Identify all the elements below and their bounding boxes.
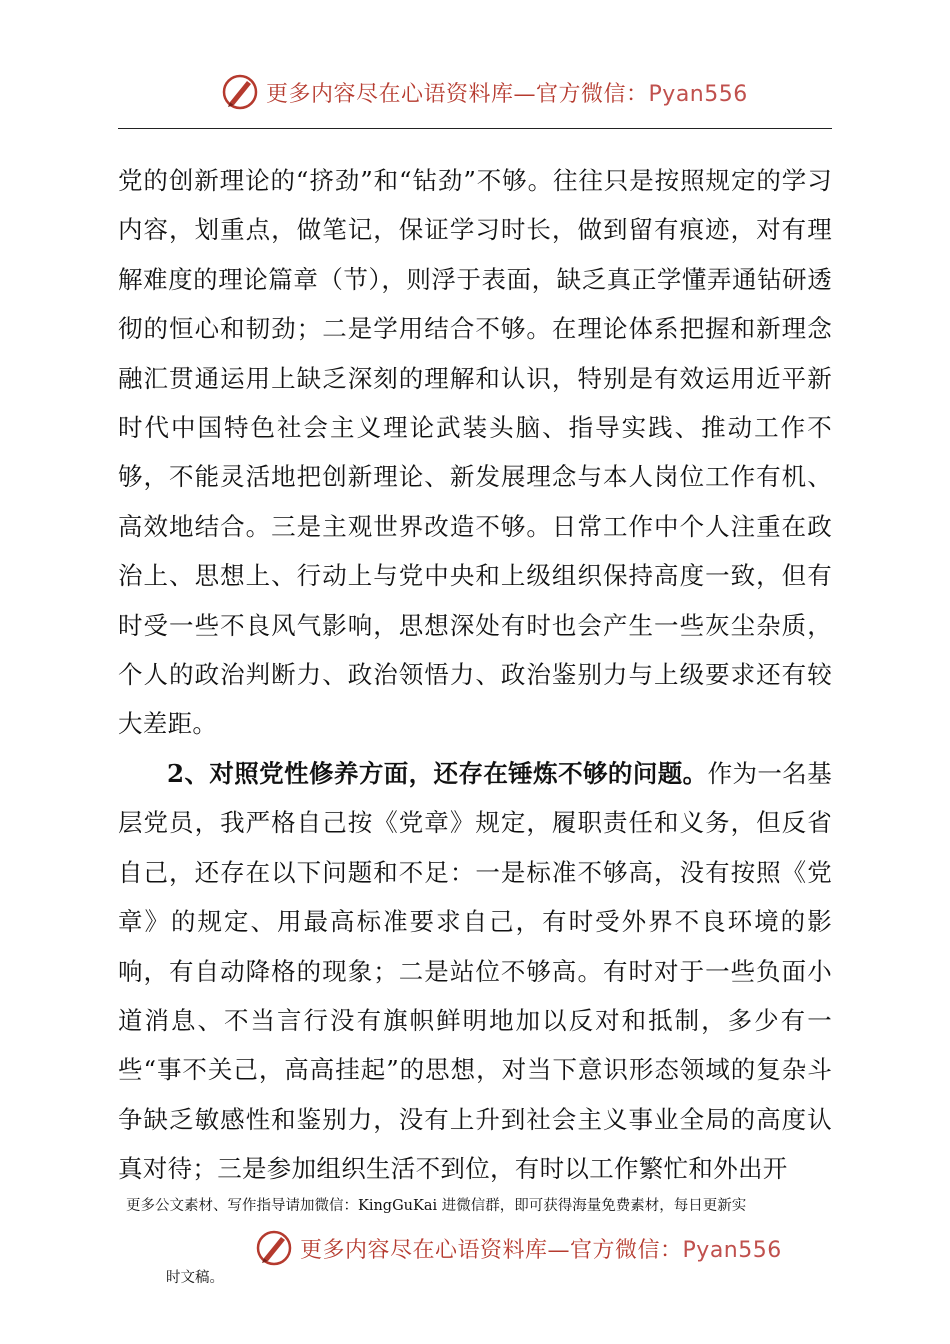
footer-banner-main: 更多内容尽在心语资料库 (300, 1237, 548, 1263)
header-banner-dash: — (513, 81, 537, 107)
paragraph-1: 党的创新理论的“挤劲”和“钻劲”不够。往往只是按照规定的学习内容，划重点，做笔记，保证学习时长，做到留有痕迹，对有理解难度的理论篇章（节），则浮于表面，缺乏真正学懂弄通钻研透彻的恒心和韧劲；二是学用结合不够。在理论体系把握和新理念融汇贯通运用上缺乏深刻的理解和认识，特别是有效运用近平新时代中国特色社会主义理论武装头脑、指导实践、推动工作不够，不能灵活地把创新理论、新发展理念与本人岗位工作有机、高效地结合。三是主观世界改造不够。日常工作中个人注重在政治上、思想上、行动上与党中央和上级组织保持高度一致，但有时受一些不良风气影响，思想深处有时也会产生一些灰尘杂质，个人的政治判断力、政治领悟力、政治鉴别力与上级要求还有较大差距。 (118, 166, 832, 739)
document-body (118, 156, 832, 1194)
paragraph-2-heading: 2、对照党性修养方面，还存在锤炼不够的问题。 (167, 758, 708, 788)
footer-banner-text (300, 1233, 782, 1264)
footer-note: 更多公文素材、写作指导请加微信：KingGuKai 进微信群，即可获得海量免费素材，每日更新实 (126, 1198, 747, 1214)
header-banner-main: 更多内容尽在心语资料库 (266, 81, 514, 107)
header-divider (118, 128, 832, 129)
pen-circle-logo (254, 1228, 294, 1268)
header-banner-text (266, 77, 748, 108)
footer-watermark-banner (254, 1226, 782, 1270)
header-banner-official: 官方微信： (536, 81, 649, 107)
footer-note-tail: 时文稿。 (166, 1270, 224, 1286)
paragraph-2-text: 作为一名基层党员，我严格自己按《党章》规定，履职责任和义务，但反省自己，还存在以下问题和不足：一是标准不够高，没有按照《党章》的规定、用最高标准要求自己，有时受外界不良环境的影响，有自动降格的现象；二是站位不够高。有时对于一些负面小道消息、不当言行没有旗帜鲜明地加以反对和抵制，多少有一些“事不关己，高高挂起”的思想，对当下意识形态领域的复杂斗争缺乏敏感性和鉴别力，没有上升到社会主义事业全局的高度认真对待；三是参加组织生活不到位，有时以工作繁忙和外出开 (118, 758, 832, 1184)
footer-banner-wechat: Pyan556 (682, 1237, 782, 1263)
header-banner-wechat: Pyan556 (648, 81, 748, 107)
pen-circle-logo (220, 72, 260, 112)
footer-banner-official: 官方微信： (570, 1237, 683, 1263)
paragraph-2 (118, 749, 832, 1194)
header-watermark-banner (220, 70, 748, 114)
footer-banner-dash: — (547, 1237, 571, 1263)
